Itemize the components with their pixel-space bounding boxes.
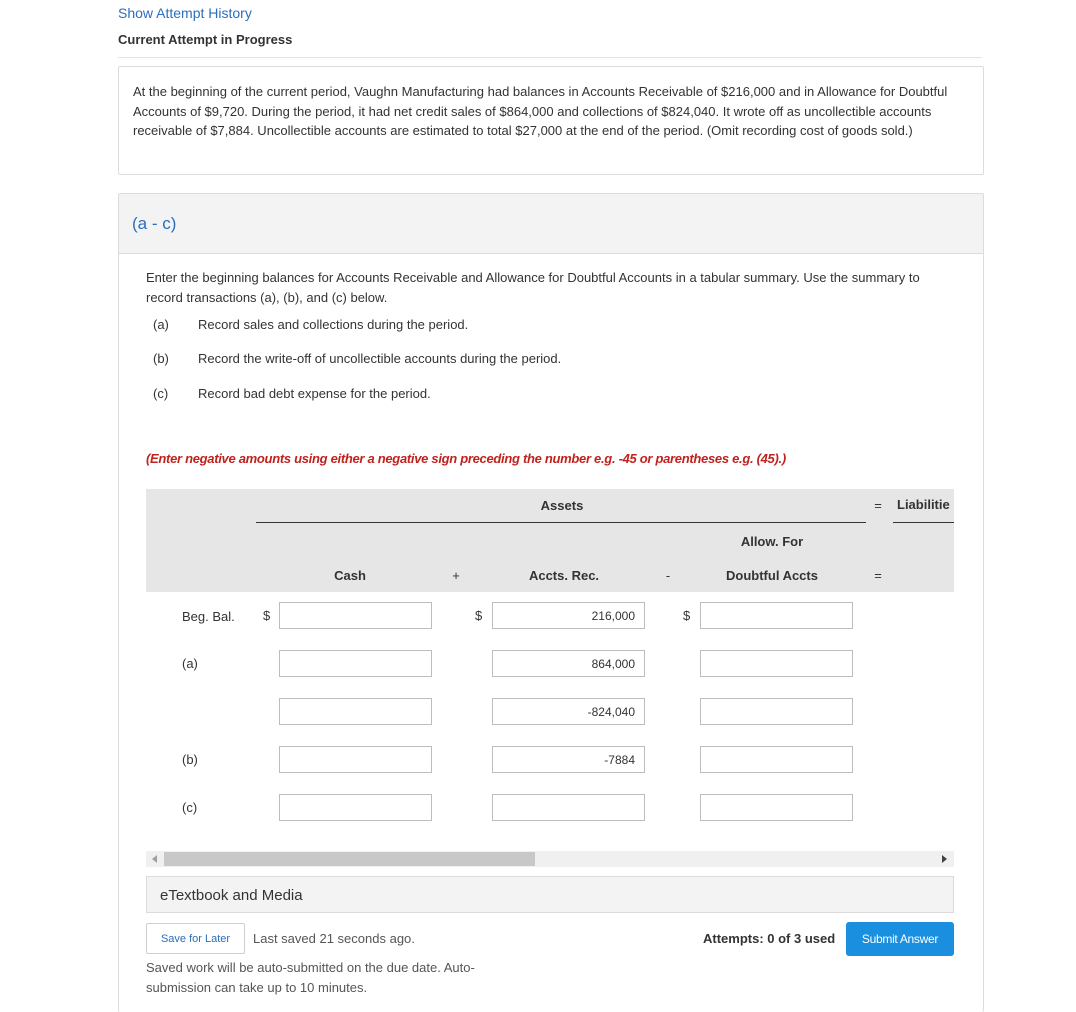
dollar-sign-allow: $ (683, 608, 691, 623)
header-allow-line2: Doubtful Accts (726, 568, 818, 583)
cash-input-beg[interactable] (279, 602, 432, 629)
allow-input-a1[interactable] (700, 650, 853, 677)
row-label-b: (b) (182, 752, 198, 767)
ar-input-c[interactable] (492, 794, 645, 821)
task-c-text: Record bad debt expense for the period. (198, 386, 431, 401)
assets-underline (256, 522, 866, 523)
row-label-c: (c) (182, 800, 198, 815)
task-a-letter: (a) (153, 317, 169, 332)
scroll-right-arrow-icon[interactable] (942, 855, 947, 863)
header-assets: Assets (540, 498, 584, 513)
header-plus: + (452, 568, 460, 583)
etextbook-media-section[interactable] (146, 876, 954, 913)
scrollbar-thumb[interactable] (164, 852, 535, 866)
show-attempt-history-link[interactable]: Show Attempt History (118, 5, 252, 21)
header-liabilities: Liabilitie (897, 497, 950, 512)
ar-input-a1[interactable] (492, 650, 645, 677)
divider (118, 57, 982, 58)
liabilities-underline (893, 522, 954, 523)
part-instruction: Enter the beginning balances for Accounts Receivable and Allowance for Doubtful Accounts in a tabular summary. Use the summary to record transactions (a), (b), and (c) below. (146, 270, 920, 305)
task-b-text: Record the write-off of uncollectible accounts during the period. (198, 351, 562, 366)
task-a-text: Record sales and collections during the period. (198, 317, 469, 332)
cash-input-a1[interactable] (279, 650, 432, 677)
ar-input-a2[interactable] (492, 698, 645, 725)
ar-input-beg[interactable] (492, 602, 645, 629)
task-c-letter: (c) (153, 386, 169, 401)
problem-box (118, 66, 984, 175)
cash-input-a2[interactable] (279, 698, 432, 725)
dollar-sign-ar: $ (475, 608, 483, 623)
attempts-counter: Attempts: 0 of 3 used (703, 931, 836, 946)
etextbook-label: eTextbook and Media (160, 887, 303, 904)
submit-answer-button[interactable]: Submit Answer (846, 922, 954, 956)
header-equals-2: = (874, 568, 882, 583)
horizontal-scrollbar[interactable] (146, 851, 954, 867)
last-saved-text: Last saved 21 seconds ago. (253, 931, 415, 946)
allow-input-b[interactable] (700, 746, 853, 773)
dollar-sign-cash: $ (263, 608, 271, 623)
header-equals: = (874, 498, 882, 513)
allow-input-a2[interactable] (700, 698, 853, 725)
save-for-later-button[interactable]: Save for Later (146, 923, 245, 954)
autosubmit-note: Saved work will be auto-submitted on the due date. Auto-submission can take up to 10 minutes. (146, 960, 475, 995)
scroll-left-arrow-icon[interactable] (152, 855, 157, 863)
ar-input-b[interactable] (492, 746, 645, 773)
row-label-beg-bal: Beg. Bal. (182, 609, 235, 624)
attempt-status: Current Attempt in Progress (118, 32, 293, 47)
header-minus: - (665, 568, 671, 583)
row-label-a: (a) (182, 656, 198, 671)
problem-text: At the beginning of the current period, Vaughn Manufacturing had balances in Accounts Receivable of $216,000 and in Allowance for Doubtful Accounts of $9,720. During the period, it had net credit sales of $864,000 and collections of $824,040. It wrote off as uncollectible accounts receivable of $7,884. Uncollectible accounts are estimated to total $27,000 at the end of the period. (Omit recording cost of goods sold.) (133, 84, 948, 138)
allow-input-c[interactable] (700, 794, 853, 821)
cash-input-c[interactable] (279, 794, 432, 821)
task-b-letter: (b) (153, 351, 169, 366)
allow-input-beg[interactable] (700, 602, 853, 629)
part-label: (a - c) (132, 214, 177, 233)
cash-input-b[interactable] (279, 746, 432, 773)
part-header (119, 194, 983, 254)
header-accts-rec: Accts. Rec. (528, 568, 600, 583)
header-cash: Cash (334, 568, 366, 583)
negative-amount-note: (Enter negative amounts using either a negative sign preceding the number e.g. -45 or parentheses e.g. (45).) (146, 451, 786, 466)
header-allow-line1: Allow. For (740, 534, 804, 549)
